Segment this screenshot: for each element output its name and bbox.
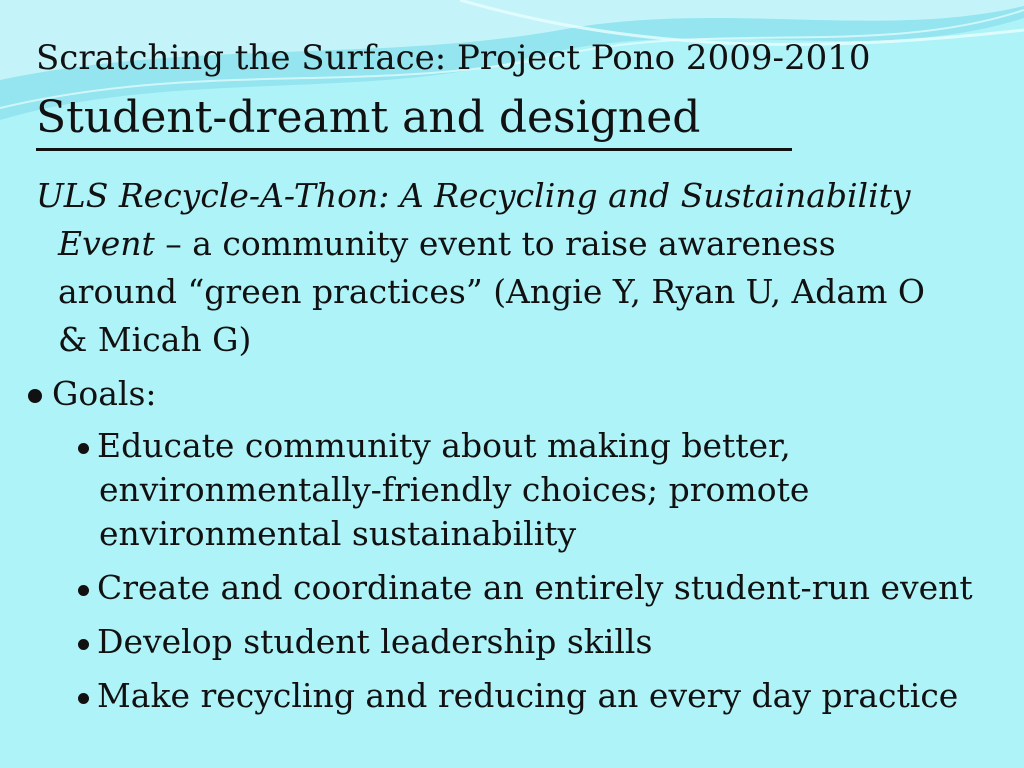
goal-4: Make recycling and reducing an every day practice xyxy=(97,676,959,715)
slide-title: Student-dreamt and designed xyxy=(36,92,701,143)
goal-1-line-1: Educate community about making better, xyxy=(97,426,791,465)
event-name-line-2: Event xyxy=(58,224,155,263)
list-item xyxy=(78,674,1008,718)
bullet-icon xyxy=(78,693,89,704)
event-intro xyxy=(36,172,996,364)
bullet-icon xyxy=(78,585,89,596)
bullet-icon xyxy=(78,443,89,454)
title-underline xyxy=(36,148,792,151)
goal-1-line-3: environmental sustainability xyxy=(99,514,577,553)
slide-subtitle: Scratching the Surface: Project Pono 2009-2010 xyxy=(36,38,871,78)
event-desc-1: a community event to raise awareness xyxy=(192,224,836,263)
event-description-line-3: & Micah G) xyxy=(58,320,252,359)
event-description-line-2: around “green practices” (Angie Y, Ryan U, Adam O xyxy=(58,272,925,311)
event-name-line-1: ULS Recycle-A-Thon: A Recycling and Sustainability xyxy=(36,176,911,215)
goal-2: Create and coordinate an entirely student-run event xyxy=(97,568,973,607)
list-item xyxy=(78,620,1008,664)
list-item xyxy=(78,566,1008,610)
goals-list xyxy=(78,424,1008,728)
goal-1-line-2: environmentally-friendly choices; promote xyxy=(99,470,810,509)
list-item xyxy=(78,424,1008,556)
bullet-icon xyxy=(28,389,42,403)
event-description-line-1 xyxy=(36,220,996,268)
goals-label: Goals: xyxy=(52,374,157,413)
goal-3: Develop student leadership skills xyxy=(97,622,653,661)
bullet-icon xyxy=(78,639,89,650)
goals-bullet xyxy=(28,370,157,418)
event-dash: – xyxy=(154,224,193,263)
